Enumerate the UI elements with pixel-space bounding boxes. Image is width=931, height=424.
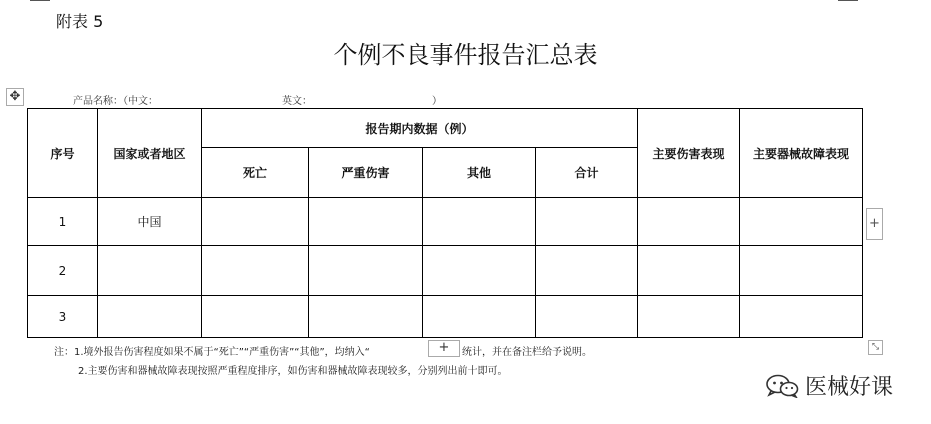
main-injury-cell[interactable] <box>638 198 740 246</box>
table-row <box>28 296 931 338</box>
english-name-label: 英文： <box>282 96 312 107</box>
death-cell[interactable] <box>202 296 309 338</box>
wechat-icon <box>765 374 799 398</box>
table-resize-handle-icon[interactable]: ⤡ <box>868 340 883 355</box>
product-name-label: 产品名称：（中文： <box>73 96 158 107</box>
note-2: 2.主要伤害和器械故障表现按照严重程度排序，如伤害和器械故障表现较多，分别列出前十即可。 <box>78 366 508 377</box>
table-row <box>28 198 931 246</box>
header-death[interactable]: 死亡 <box>202 148 309 198</box>
other-cell[interactable] <box>423 296 536 338</box>
serious-injury-cell[interactable] <box>309 198 423 246</box>
main-failure-cell[interactable] <box>740 296 863 338</box>
header-main-injury[interactable]: 主要伤害表现 <box>638 109 740 198</box>
header-main-failure[interactable]: 主要器械故障表现 <box>740 109 863 198</box>
table-move-handle-icon[interactable]: ✥ <box>6 88 24 106</box>
header-total[interactable]: 合计 <box>536 148 638 198</box>
note-1: 注：1.境外报告伤害程度如果不属于“死亡”“严重伤害”“其他”，均纳入“ <box>54 347 370 358</box>
row-country-cell[interactable] <box>98 246 202 296</box>
total-cell[interactable] <box>536 296 638 338</box>
serious-injury-cell[interactable] <box>309 246 423 296</box>
row-seq-cell[interactable]: 3 <box>28 296 98 338</box>
main-failure-cell[interactable] <box>740 246 863 296</box>
header-period-data[interactable]: 报告期内数据（例） <box>202 109 638 148</box>
row-seq-cell[interactable]: 2 <box>28 246 98 296</box>
other-cell[interactable] <box>423 246 536 296</box>
main-injury-cell[interactable] <box>638 296 740 338</box>
main-failure-cell[interactable] <box>740 198 863 246</box>
serious-injury-cell[interactable] <box>309 296 423 338</box>
note-1-tail: 统计，并在备注栏给予说明。 <box>462 347 592 358</box>
row-country-cell[interactable] <box>98 296 202 338</box>
row-seq-cell[interactable]: 1 <box>28 198 98 246</box>
total-cell[interactable] <box>536 198 638 246</box>
close-paren: ） <box>432 96 442 107</box>
watermark-text: 医械好课 <box>805 375 894 400</box>
death-cell[interactable] <box>202 246 309 296</box>
main-injury-cell[interactable] <box>638 246 740 296</box>
header-country[interactable]: 国家或者地区 <box>98 109 202 198</box>
table-row <box>28 246 931 296</box>
add-column-button[interactable]: + <box>866 208 883 240</box>
page-corner-mark-left <box>30 0 50 1</box>
header-seq[interactable]: 序号 <box>28 109 98 198</box>
watermark <box>765 370 893 401</box>
page-corner-mark-right <box>838 0 858 1</box>
add-row-button[interactable]: + <box>428 340 460 357</box>
report-summary-table <box>27 108 931 338</box>
header-other[interactable]: 其他 <box>423 148 536 198</box>
other-cell[interactable] <box>423 198 536 246</box>
appendix-label: 附表 5 <box>56 12 104 31</box>
row-country-cell[interactable]: 中国 <box>98 198 202 246</box>
page-title: 个例不良事件报告汇总表 <box>333 41 598 69</box>
death-cell[interactable] <box>202 198 309 246</box>
header-serious-injury[interactable]: 严重伤害 <box>309 148 423 198</box>
total-cell[interactable] <box>536 246 638 296</box>
